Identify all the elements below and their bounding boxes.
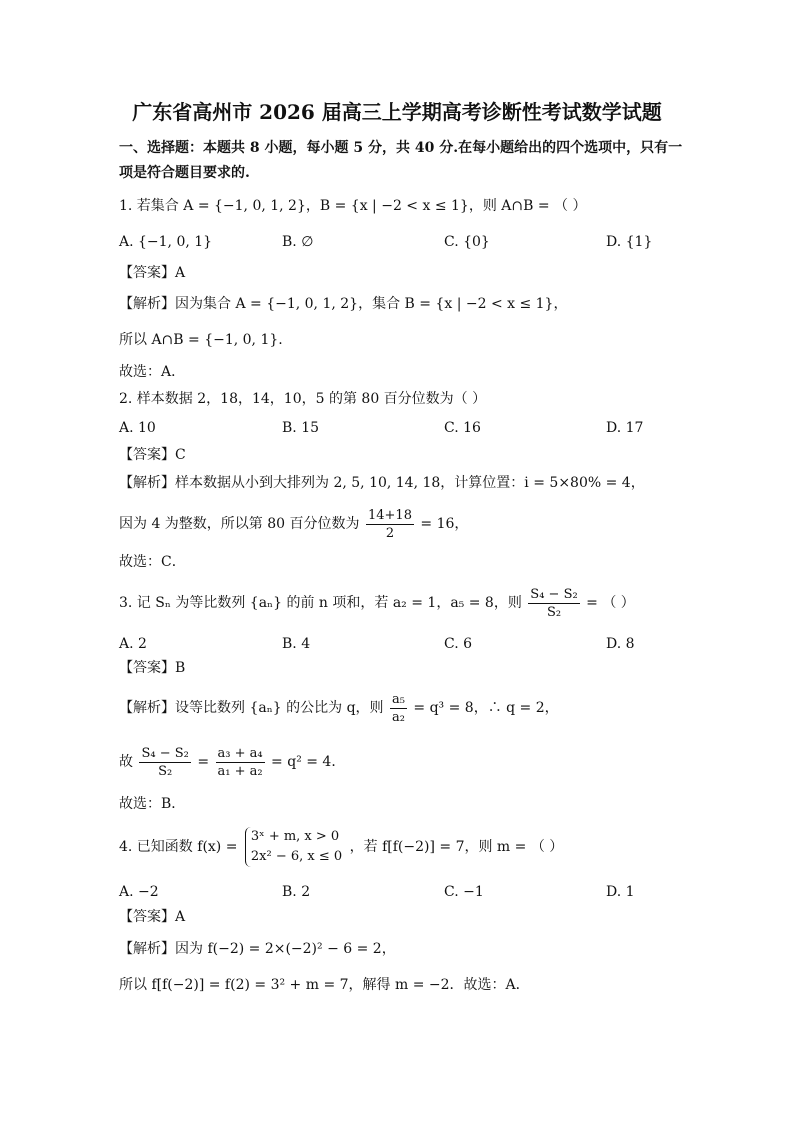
q3-analysis1-text: 【解析】设等比数列 {aₙ} 的公比为 q，则 [119,700,384,716]
q3-stem [119,583,635,623]
q2-option-c: C. 16 [444,420,481,436]
page-title: 广东省高州市 2026 届高三上学期高考诊断性考试数学试题 [132,100,662,124]
q4-piecewise-case1: 3ˣ + m, x > 0 [250,829,340,844]
q3-analysis2-fraction-1 [139,745,190,780]
q3-analysis2-denominator-1: S₂ [158,763,173,779]
q3-analysis2-fraction-2 [216,745,265,780]
q3-analysis1-numerator: a₅ [391,691,405,707]
q4-option-c: C. −1 [444,884,484,900]
q3-stem-denominator: S₂ [546,604,562,620]
q3-option-c: C. 6 [444,636,473,652]
section-heading-line1: 一、选择题：本题共 8 小题，每小题 5 分，共 40 分.在每小题给出的四个选项中，只有一 [119,140,683,156]
q1-answer: 【答案】A [119,265,186,281]
q3-analysis2-numerator-2: a₃ + a₄ [217,745,263,761]
q2-conclusion: 故选：C． [119,554,186,570]
q2-analysis2-result: = 16， [420,516,469,532]
q3-analysis-line2 [119,742,345,782]
q1-analysis-line2: 所以 A∩B = {−1, 0, 1}. [119,332,283,348]
q2-option-b: B. 15 [282,420,320,436]
q3-analysis2-equals: = [197,754,210,770]
q3-analysis2-denominator-2: a₁ + a₂ [217,763,263,779]
q3-option-d: D. 8 [606,636,635,652]
q4-analysis-line1: 【解析】因为 f(−2) = 2×(−2)² − 6 = 2， [119,941,396,957]
q3-analysis2-text: 故 [119,754,133,770]
q4-stem-tail: ，若 f[f(−2)] = 7，则 m = （ ） [349,839,564,855]
q2-option-d: D. 17 [606,420,644,436]
q2-analysis2-text: 因为 4 为整数，所以第 80 百分位数为 [119,516,360,532]
q3-analysis1-denominator: a₂ [391,709,405,725]
q2-fraction [366,507,414,542]
q3-stem-text: 3. 记 Sₙ 为等比数列 {aₙ} 的前 n 项和，若 a₂ = 1，a₅ = 8，则 [119,595,522,611]
q4-stem-text: 4. 已知函数 f(x) = [119,839,238,855]
q1-option-d: D. {1} [606,234,653,250]
q2-fraction-denominator: 2 [385,525,395,541]
q2-analysis-line1: 【解析】样本数据从小到大排列为 2, 5, 10, 14, 18，计算位置：i = 5×80% = 4， [119,475,645,491]
q3-answer: 【答案】B [119,660,186,676]
q3-analysis2-tail: = q² = 4． [271,754,346,770]
q4-answer: 【答案】A [119,909,186,925]
q4-option-a: A. −2 [119,884,159,900]
q4-piecewise-case2: 2x² − 6, x ≤ 0 [250,849,343,864]
q1-conclusion: 故选：A． [119,364,186,380]
q4-analysis-line2: 所以 f[f(−2)] = f(2) = 3² + m = 7，解得 m = −2．故选：A． [119,977,530,993]
section-heading-line2: 项是符合题目要求的. [119,165,250,181]
q2-answer: 【答案】C [119,447,186,463]
q3-analysis-line1 [119,688,559,728]
q2-analysis-line2 [119,504,468,544]
q3-option-a: A. 2 [119,636,147,652]
q4-option-d: D. 1 [606,884,635,900]
q1-option-c: C. {0} [444,234,490,250]
q1-option-a: A. {−1, 0, 1} [119,234,213,250]
q3-option-b: B. 4 [282,636,311,652]
q3-stem-fraction [528,586,579,621]
q1-option-b: B. ∅ [282,234,314,250]
q3-analysis1-fraction [390,691,407,726]
q4-stem [119,826,563,868]
q3-analysis2-numerator-1: S₄ − S₂ [141,745,189,761]
q2-stem: 2. 样本数据 2，18，14，10，5 的第 80 百分位数为（ ） [119,391,487,407]
q3-conclusion: 故选：B． [119,796,186,812]
q4-piecewise [245,827,342,867]
q2-fraction-numerator: 14+18 [367,507,412,523]
q3-stem-tail: = （ ） [586,595,635,611]
q1-analysis-line1: 【解析】因为集合 A = {−1, 0, 1, 2}，集合 B = {x | −2 < x ≤ 1}， [119,296,568,312]
q3-analysis1-tail: = q³ = 8，∴ q = 2， [413,700,559,716]
q4-option-b: B. 2 [282,884,311,900]
q2-option-a: A. 10 [119,420,156,436]
q1-stem: 1. 若集合 A = {−1, 0, 1, 2}，B = {x | −2 < x ≤ 1}，则 A∩B = （ ） [119,198,587,214]
q3-stem-numerator: S₄ − S₂ [530,586,578,602]
